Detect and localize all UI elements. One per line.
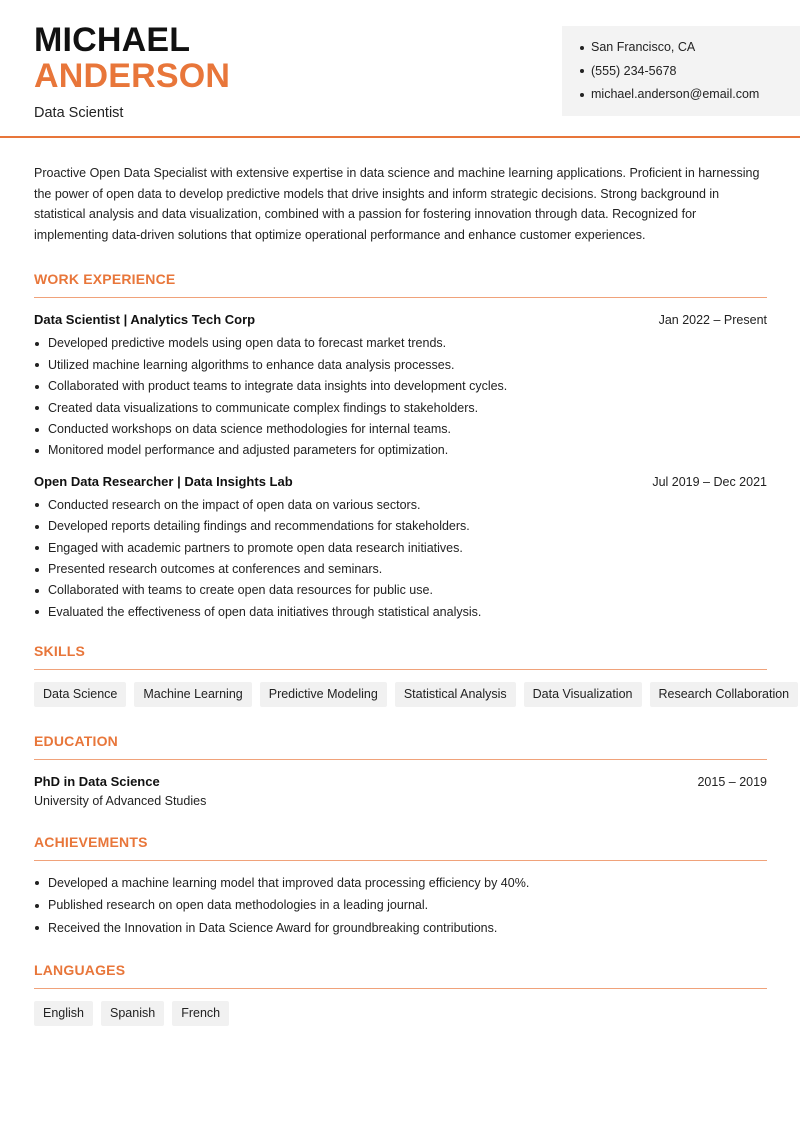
bullet-icon	[580, 69, 584, 73]
section-title-work: WORK EXPERIENCE	[34, 271, 767, 298]
list-item	[34, 894, 767, 916]
job-bullets	[34, 495, 767, 623]
list-item-text: Collaborated with teams to create open data resources for public use.	[48, 583, 433, 598]
bullet-icon	[35, 342, 39, 346]
list-item-text: Evaluated the effectiveness of open data initiatives through statistical analysis.	[48, 604, 482, 619]
bullet-icon	[35, 546, 39, 550]
contact-location-text: San Francisco, CA	[591, 40, 696, 54]
list-item	[34, 376, 767, 397]
list-item	[34, 333, 767, 354]
bullet-icon	[35, 406, 39, 410]
list-item	[34, 580, 767, 601]
list-item-text: Engaged with academic partners to promote open data research initiatives.	[48, 540, 463, 555]
list-item-text: Developed reports detailing findings and recommendations for stakeholders.	[48, 519, 470, 534]
education-header	[34, 774, 767, 789]
bullet-icon	[35, 926, 39, 930]
list-item-text: Created data visualizations to communicate complex findings to stakeholders.	[48, 400, 479, 415]
contact-email	[580, 83, 800, 107]
job-entry	[34, 312, 767, 461]
bullet-icon	[35, 525, 39, 529]
list-item-text: Monitored model performance and adjusted parameters for optimization.	[48, 443, 449, 458]
bullet-icon	[35, 449, 39, 453]
contact-list	[562, 26, 800, 107]
contact-location	[580, 36, 800, 60]
work-experience-section	[34, 271, 767, 623]
contact-phone	[580, 60, 800, 84]
degree: PhD in Data Science	[34, 774, 160, 790]
section-title-education: EDUCATION	[34, 733, 767, 760]
list-item-text: Developed a machine learning model that improved data processing efficiency by 40%.	[48, 876, 530, 891]
list-item-text: Published research on open data methodologies in a leading journal.	[48, 898, 429, 913]
list-item-text: Conducted workshops on data science methodologies for internal teams.	[48, 421, 452, 436]
education-dates: 2015 – 2019	[697, 775, 767, 790]
list-item	[34, 355, 767, 376]
bullet-icon	[580, 93, 584, 97]
education-section	[34, 733, 767, 808]
list-item	[34, 398, 767, 419]
bullet-icon	[35, 904, 39, 908]
professional-summary: Proactive Open Data Specialist with extensive expertise in data science and machine learning applications. Proficient in harnessing the power of open data to develop predictive models that drive insights and inform strategic decisions. Strong background in statistical analysis and data visualization, combined with a passion for fostering innovation through data. Recognized for implementing data-driven solutions that optimize operational performance and enhance customer experiences.	[34, 166, 760, 242]
list-item	[34, 516, 767, 537]
skills-tags	[34, 682, 790, 707]
job-dates: Jul 2019 – Dec 2021	[652, 474, 767, 489]
skill-tag: Predictive Modeling	[260, 682, 387, 707]
list-item-text: Utilized machine learning algorithms to enhance data analysis processes.	[48, 357, 455, 372]
section-title-languages: LANGUAGES	[34, 962, 767, 989]
language-tags	[34, 1001, 767, 1026]
job-header	[34, 312, 767, 327]
contact-phone-text: (555) 234-5678	[591, 63, 677, 78]
job-dates: Jan 2022 – Present	[658, 313, 767, 328]
resume-content	[34, 163, 790, 1026]
skill-tag: Machine Learning	[134, 682, 251, 707]
job-title: Data Scientist	[34, 105, 124, 121]
list-item	[34, 419, 767, 440]
list-item	[34, 872, 767, 894]
school-name: University of Advanced Studies	[34, 794, 207, 809]
skill-tag: Statistical Analysis	[395, 682, 516, 707]
achievements-list	[34, 872, 767, 939]
bullet-icon	[35, 610, 39, 614]
first-name: MICHAEL	[34, 21, 191, 59]
list-item-text: Collaborated with product teams to integrate data insights into development cycles.	[48, 379, 508, 394]
bullet-icon	[35, 568, 39, 572]
name-block	[34, 22, 230, 121]
skill-tag: Data Visualization	[524, 682, 642, 707]
job-bullets	[34, 333, 767, 461]
languages-section	[34, 962, 767, 1026]
bullet-icon	[35, 881, 39, 885]
job-entry	[34, 474, 767, 623]
contact-box	[562, 26, 800, 116]
achievements-section	[34, 834, 767, 939]
resume-header	[0, 0, 800, 138]
list-item-text: Conducted research on the impact of open data on various sectors.	[48, 497, 421, 512]
skills-section	[34, 643, 790, 707]
language-tag: English	[34, 1001, 93, 1026]
last-name: ANDERSON	[34, 57, 231, 95]
list-item	[34, 602, 767, 623]
list-item	[34, 538, 767, 559]
bullet-icon	[580, 46, 584, 50]
list-item	[34, 495, 767, 516]
list-item-text: Developed predictive models using open data to forecast market trends.	[48, 336, 447, 351]
list-item	[34, 559, 767, 580]
bullet-icon	[35, 385, 39, 389]
language-tag: Spanish	[101, 1001, 164, 1026]
section-title-skills: SKILLS	[34, 643, 767, 670]
job-role: Data Scientist | Analytics Tech Corp	[34, 312, 256, 328]
list-item	[34, 917, 767, 939]
bullet-icon	[35, 503, 39, 507]
section-title-achievements: ACHIEVEMENTS	[34, 834, 767, 861]
job-role: Open Data Researcher | Data Insights Lab	[34, 473, 293, 489]
list-item-text: Received the Innovation in Data Science Award for groundbreaking contributions.	[48, 920, 498, 935]
contact-email-text: michael.anderson@email.com	[591, 87, 760, 101]
list-item	[34, 440, 767, 461]
list-item-text: Presented research outcomes at conferences and seminars.	[48, 561, 383, 576]
language-tag: French	[172, 1001, 229, 1026]
bullet-icon	[35, 589, 39, 593]
skill-tag: Data Science	[34, 682, 126, 707]
skill-tag: Research Collaboration	[650, 682, 799, 707]
bullet-icon	[35, 363, 39, 367]
bullet-icon	[35, 428, 39, 432]
job-header	[34, 474, 767, 489]
